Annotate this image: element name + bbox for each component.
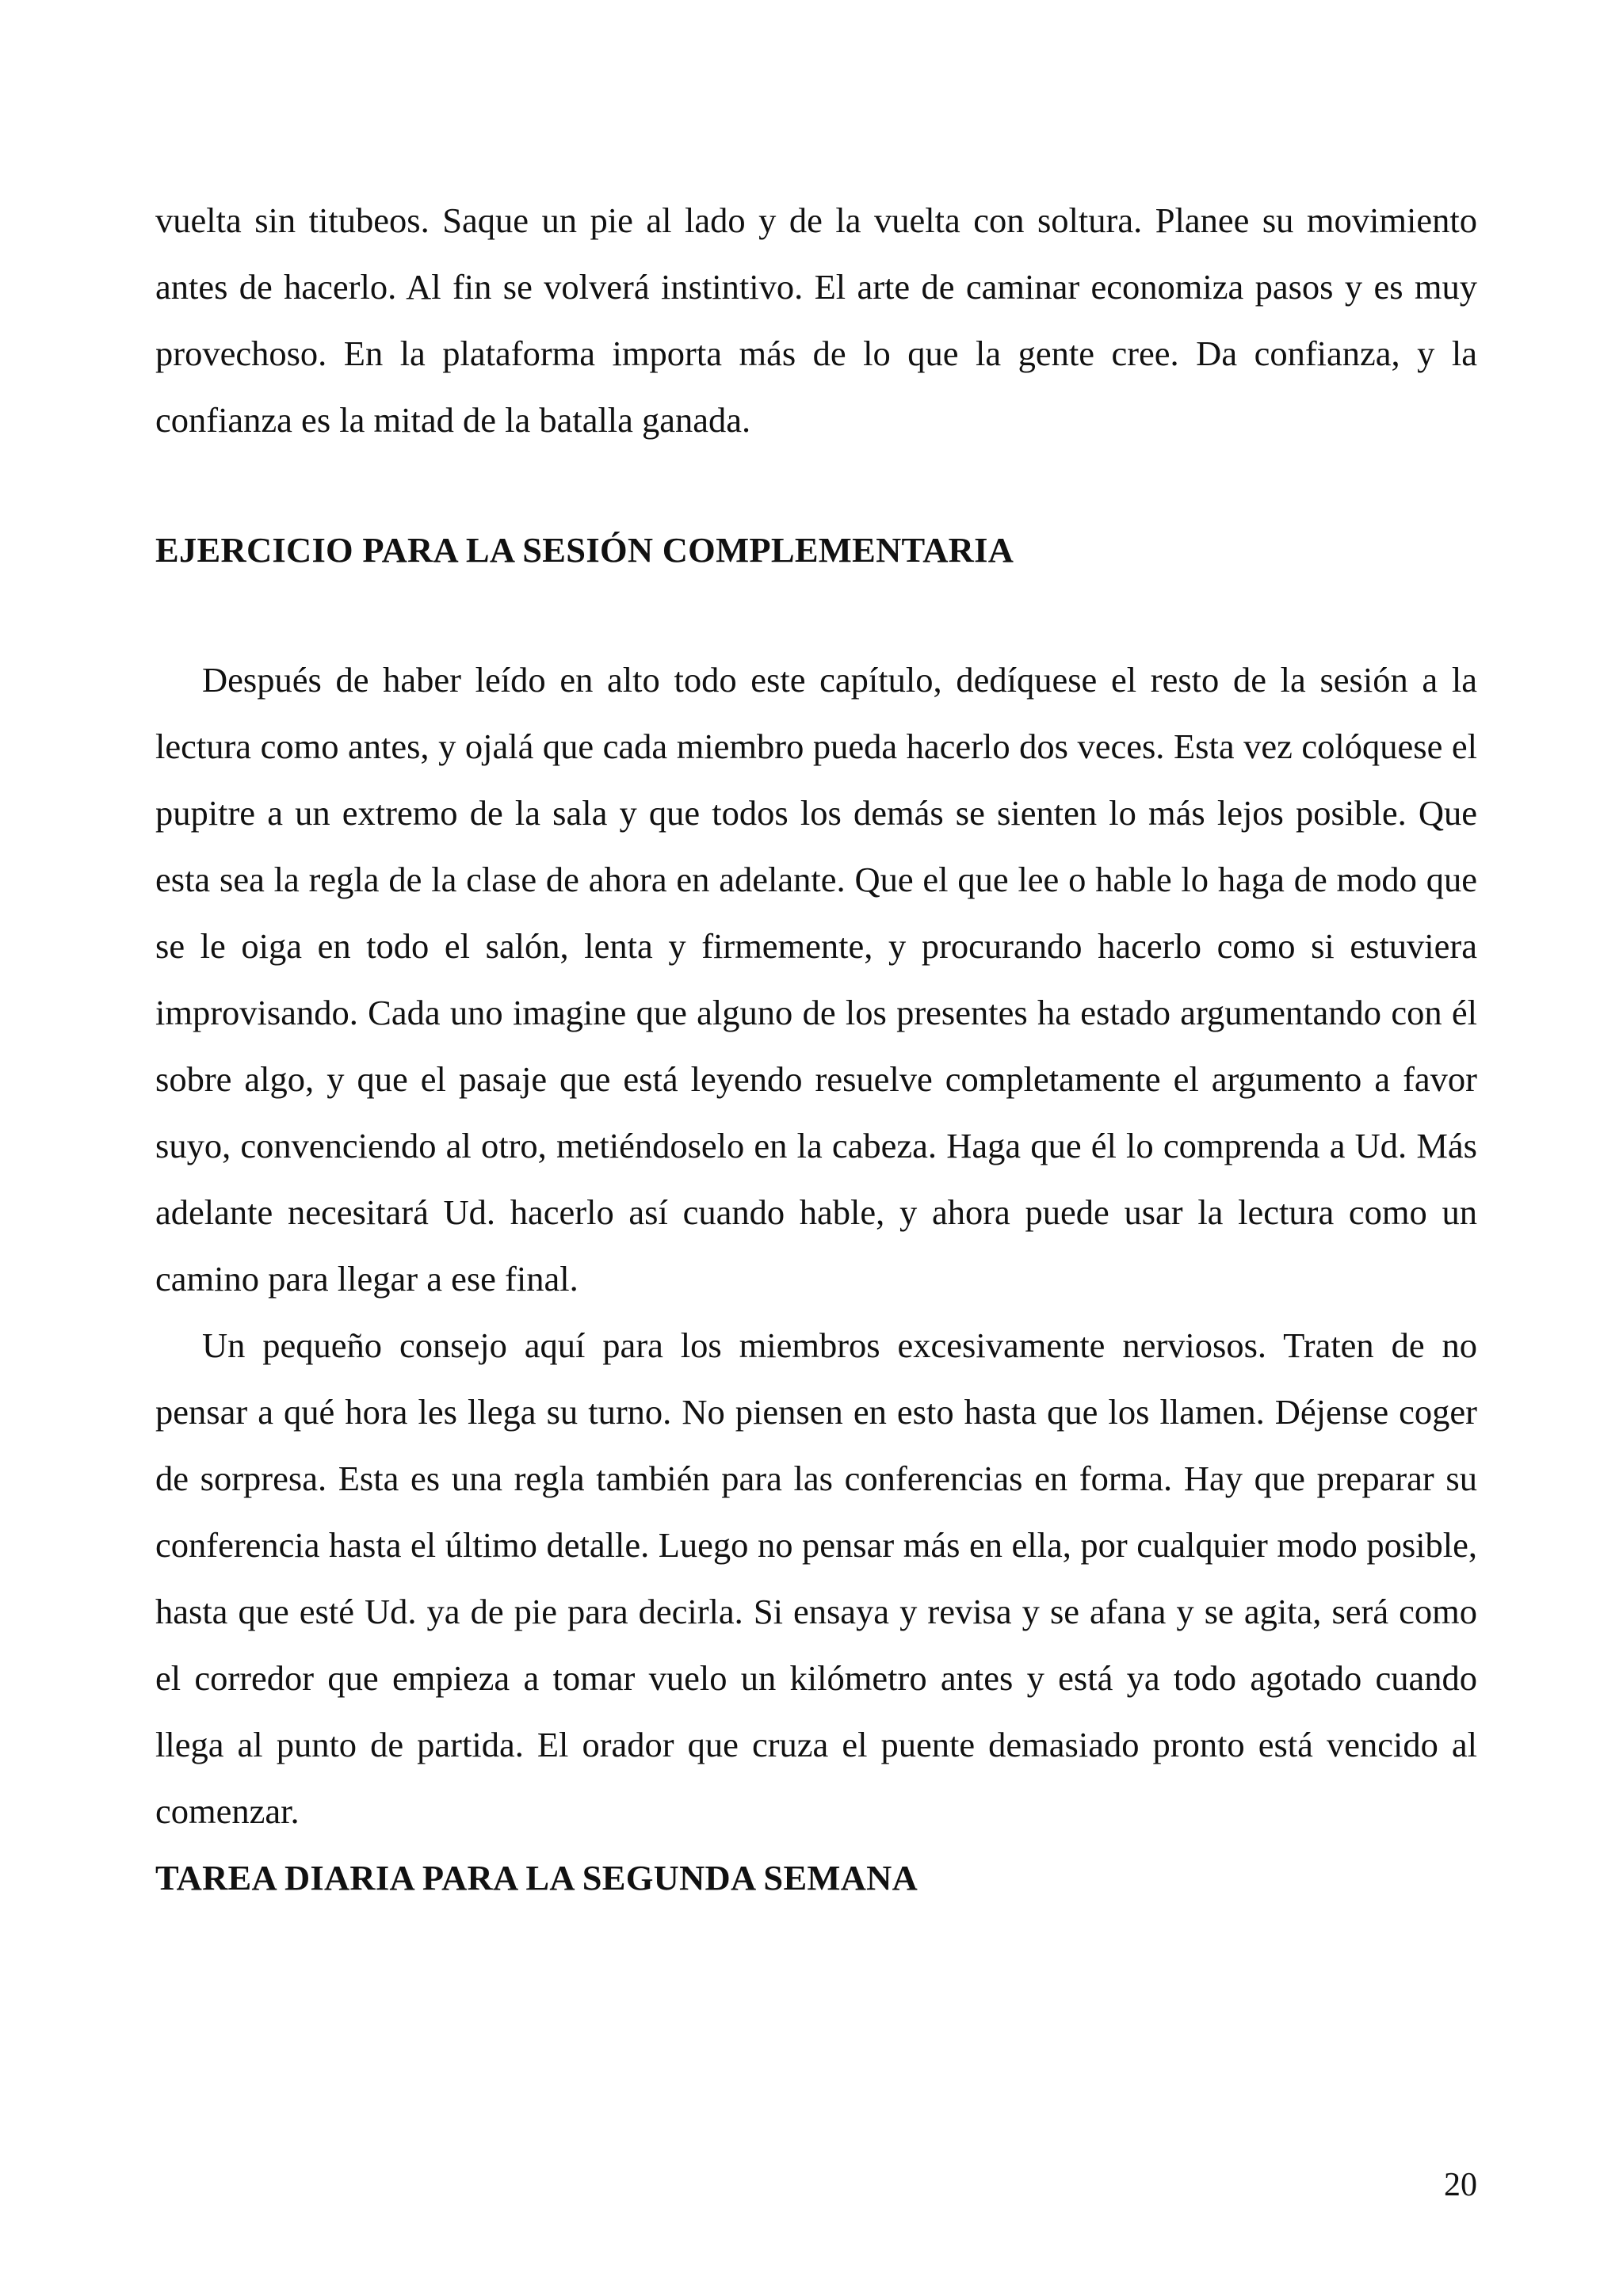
document-page — [155, 187, 1477, 1911]
section-heading-daily-task: TAREA DIARIA PARA LA SEGUNDA SEMANA — [155, 1858, 918, 1897]
body-paragraph-3: Un pequeño consejo aquí para los miembros excesivamente nerviosos. Traten de no pensar a qué hora les llega su turno. No piensen en esto hasta que los llamen. Déjense coger de sorpresa. Esta es una regla también para las conferencias en forma. Hay que preparar su conferencia hasta el último detalle. Luego no pensar más en ella, por cualquier modo posible, hasta que esté Ud. ya de pie para decirla. Si ensaya y revisa y se afana y se agita, será como el corredor que empieza a tomar vuelo un kilómetro antes y está ya todo agotado cuando llega al punto de partida. El orador que cruza el puente demasiado pronto está vencido al comenzar. — [155, 1325, 1477, 1831]
body-paragraph-1: vuelta sin titubeos. Saque un pie al lado y de la vuelta con soltura. Planee su movimiento antes de hacerlo. Al fin se volverá instintivo. El arte de caminar economiza pasos y es muy provechoso. En la plataforma importa más de lo que la gente cree. Da confianza, y la confianza es la mitad de la batalla ganada. — [155, 200, 1477, 440]
page-number: 20 — [1444, 2167, 1477, 2203]
section-heading-exercise: EJERCICIO PARA LA SESIÓN COMPLEMENTARIA — [155, 530, 1014, 570]
body-paragraph-2: Después de haber leído en alto todo este capítulo, dedíquese el resto de la sesión a la lectura como antes, y ojalá que cada miembro pueda hacerlo dos veces. Esta vez colóquese el pupitre a un extremo de la sala y que todos los demás se sienten lo más lejos posible. Que esta sea la regla de la clase de ahora en adelante. Que el que lee o hable lo haga de modo que se le oiga en todo el salón, lenta y firmemente, y procurando hacerlo como si estuviera improvisando. Cada uno imagine que alguno de los presentes ha estado argumentando con él sobre algo, y que el pasaje que está leyendo resuelve completamente el argumento a favor suyo, convenciendo al otro, metiéndoselo en la cabeza. Haga que él lo comprenda a Ud. Más adelante necesitará Ud. hacerlo así cuando hable, y ahora puede usar la lectura como un camino para llegar a ese final. — [155, 660, 1477, 1299]
